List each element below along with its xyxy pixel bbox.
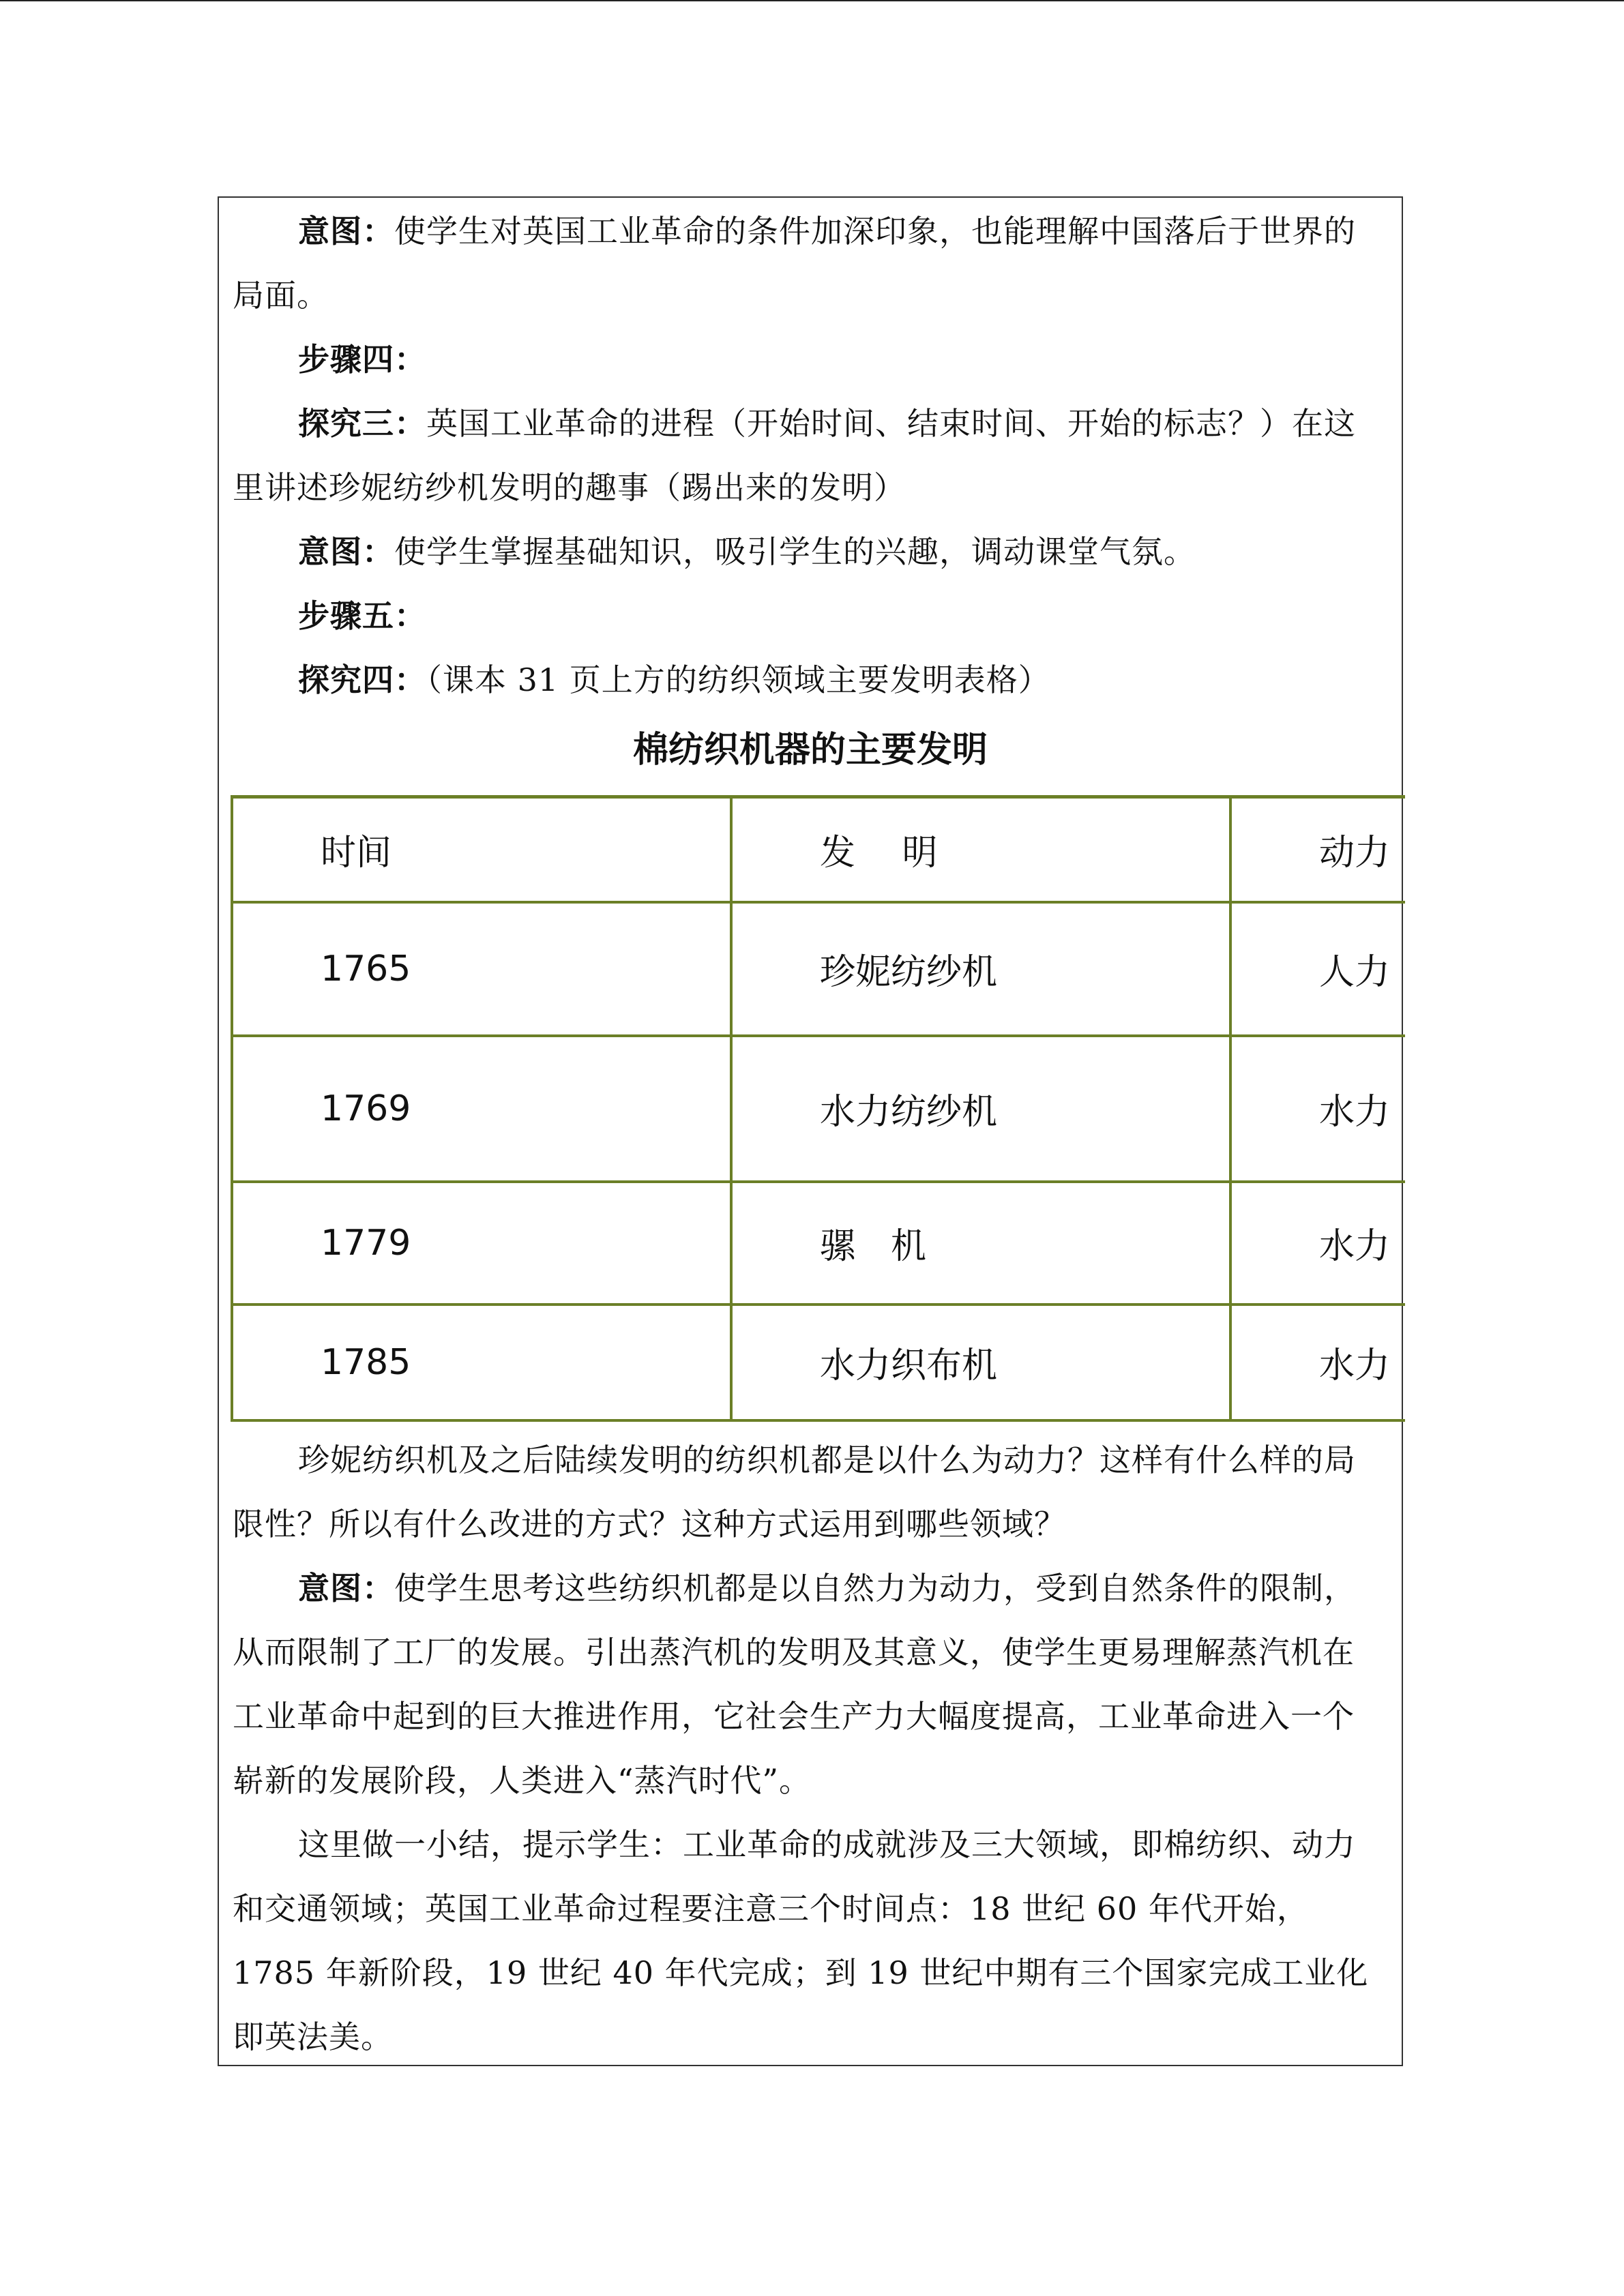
page-top-rule [0, 0, 1624, 1]
intent-label: 意图： [298, 1570, 394, 1607]
table-header-row [232, 797, 1405, 902]
question-paragraph: 珍妮纺织机及之后陆续发明的纺织机都是以什么为动力？这样有什么样的局限性？所以有什么改进的方式？这种方式运用到哪些领域？ [233, 1442, 1356, 1542]
inquiry-three-text: 英国工业革命的进程（开始时间、结束时间、开始的标志？）在这里讲述珍妮纺纱机发明的趣事（踢出来的发明） [233, 405, 1356, 506]
step-four-label: 步骤四： [298, 341, 426, 378]
intent-text: 使学生掌握基础知识，吸引学生的兴趣，调动课堂气氛。 [394, 533, 1196, 570]
header-time: 时间 [232, 797, 731, 902]
cell-power: 人力 [1230, 902, 1405, 1036]
summary-paragraph: 这里做一小结，提示学生：工业革命的成就涉及三大领域，即棉纺织、动力和交通领域；英国工业革命过程要注意三个时间点：18 世纪 60 年代开始，1785 年新阶段，19 世纪 40 年代完成；到 19 世纪中期有三个国家完成工业化即英法美。 [233, 1826, 1369, 2055]
intent-label: 意图： [298, 213, 394, 250]
cell-invention: 水力织布机 [731, 1304, 1230, 1420]
header-invention: 发 明 [731, 797, 1230, 902]
inquiry-four-label: 探究四： [298, 661, 426, 698]
step-five-heading [233, 584, 1378, 648]
table-row [232, 902, 1405, 1036]
cell-year: 1779 [232, 1182, 731, 1304]
cell-power: 水力 [1230, 1304, 1405, 1420]
inquiry-three-label: 探究三： [298, 405, 426, 442]
inquiry-three-paragraph [233, 391, 1378, 520]
cell-invention: 珍妮纺纱机 [731, 902, 1230, 1036]
intent-text: 使学生对英国工业革命的条件加深印象，也能理解中国落后于世界的局面。 [233, 213, 1356, 314]
inquiry-four-paragraph [233, 648, 1378, 712]
step-four-heading [233, 327, 1378, 391]
inventions-table [231, 795, 1405, 1422]
intent-paragraph-1 [233, 199, 1378, 327]
cell-invention: 骡 机 [731, 1182, 1230, 1304]
intent-label: 意图： [298, 533, 394, 570]
cell-invention: 水力纺纱机 [731, 1036, 1230, 1182]
intent-text: 使学生思考这些纺织机都是以自然力为动力，受到自然条件的限制，从而限制了工厂的发展。引出蒸汽机的发明及其意义，使学生更易理解蒸汽机在工业革命中起到的巨大推进作用，它社会生产力大幅度提高，工业革命进入一个崭新的发展阶段，人类进入“蒸汽时代”。 [233, 1570, 1356, 1799]
table-row [232, 1304, 1405, 1420]
table-row [232, 1036, 1405, 1182]
table-title: 棉纺织机器的主要发明 [632, 730, 988, 771]
step-five-label: 步骤五： [298, 597, 426, 634]
cell-power: 水力 [1230, 1036, 1405, 1182]
intent-paragraph-2 [233, 520, 1378, 584]
cell-year: 1785 [232, 1304, 731, 1420]
header-power: 动力 [1230, 797, 1405, 902]
cell-year: 1769 [232, 1036, 731, 1182]
intent-paragraph-3 [233, 1556, 1378, 1813]
table-row [232, 1182, 1405, 1304]
cell-year: 1765 [232, 902, 731, 1036]
inquiry-four-text: （课本 31 页上方的纺织领域主要发明表格） [426, 661, 1050, 698]
cell-power: 水力 [1230, 1182, 1405, 1304]
